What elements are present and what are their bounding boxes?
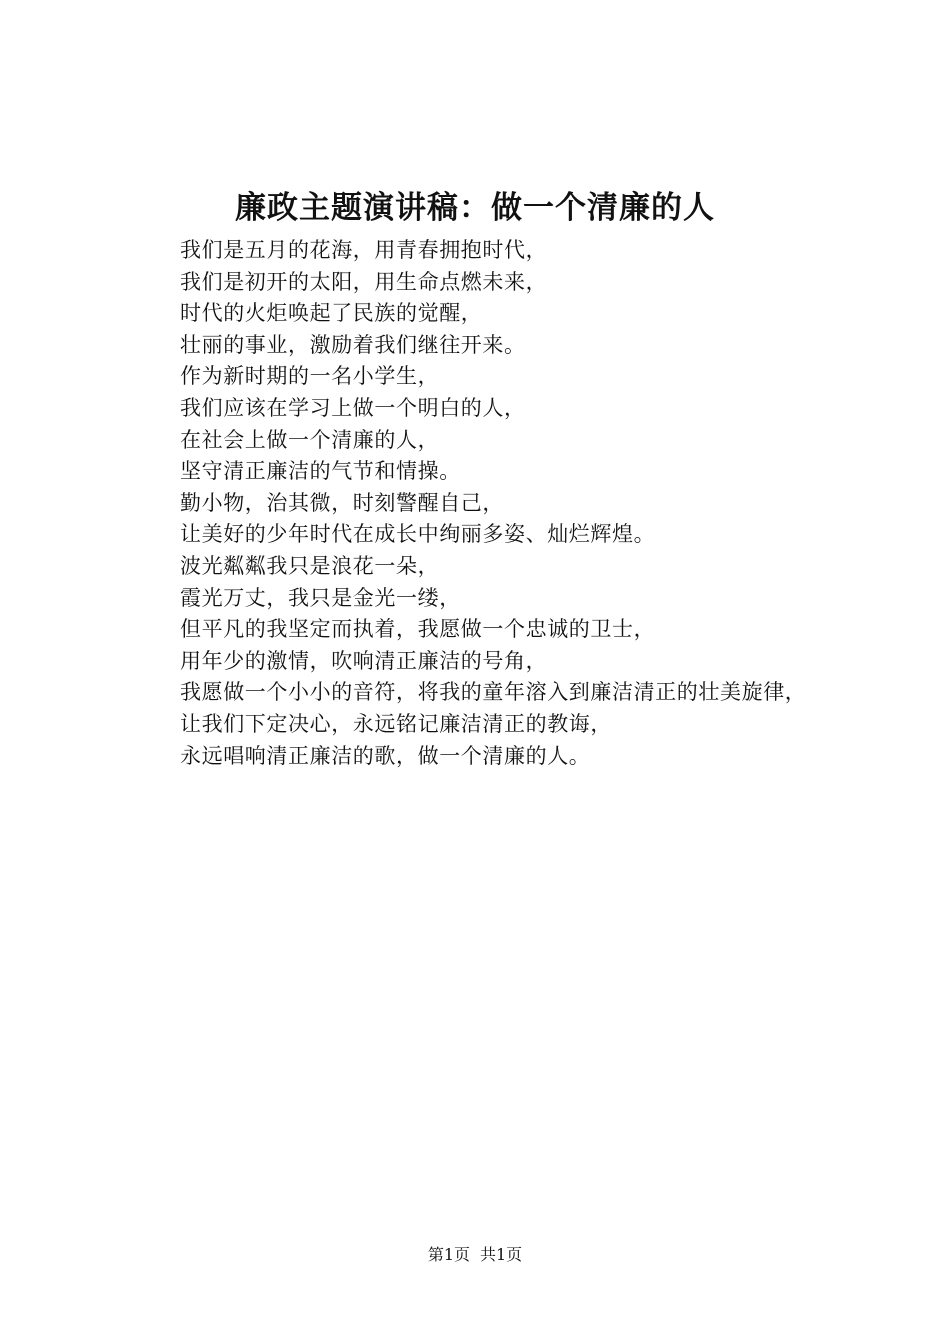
page-number: 第1页: [427, 1245, 470, 1264]
paragraph-line: 作为新时期的一名小学生，: [180, 364, 440, 389]
paragraph-line: 让美好的少年时代在成长中绚丽多姿、灿烂辉煌。: [180, 522, 656, 547]
speech-body: [128, 235, 838, 772]
paragraph-line: 永远唱响清正廉洁的歌，做一个清廉的人。: [180, 743, 591, 768]
paragraph-line: 但平凡的我坚定而执着，我愿做一个忠诚的卫士，: [180, 617, 656, 642]
page-title: 廉政主题演讲稿：做一个清廉的人: [235, 190, 715, 226]
paragraph-line: 时代的火炬唤起了民族的觉醒，: [180, 301, 483, 326]
paragraph-line: 用年少的激情，吹响清正廉洁的号角，: [180, 648, 548, 673]
paragraph-line: 坚守清正廉洁的气节和情操。: [180, 459, 461, 484]
paragraph-line: 霞光万丈，我只是金光一缕，: [180, 585, 461, 610]
paragraph-line: 我们是初开的太阳，用生命点燃未来，: [180, 269, 548, 294]
paragraph-line: 在社会上做一个清廉的人，: [180, 427, 440, 452]
page-footer: [0, 1243, 950, 1267]
paragraph-line: 勤小物，治其微，时刻警醒自己，: [180, 490, 504, 515]
paragraph-line: 壮丽的事业，激励着我们继往开来。: [180, 332, 526, 357]
paragraph-line: 我们应该在学习上做一个明白的人，: [180, 395, 526, 420]
paragraph-line: 我们是五月的花海，用青春拥抱时代，: [180, 238, 548, 262]
paragraph-line: 让我们下定决心，永远铭记廉洁清正的教诲，: [180, 711, 612, 736]
page-total: 共1页: [480, 1245, 523, 1264]
paragraph-line: 波光粼粼我只是浪花一朵，: [180, 553, 440, 578]
paragraph-line: 我愿做一个小小的音符，将我的童年溶入到廉洁清正的壮美旋律，: [180, 680, 807, 705]
